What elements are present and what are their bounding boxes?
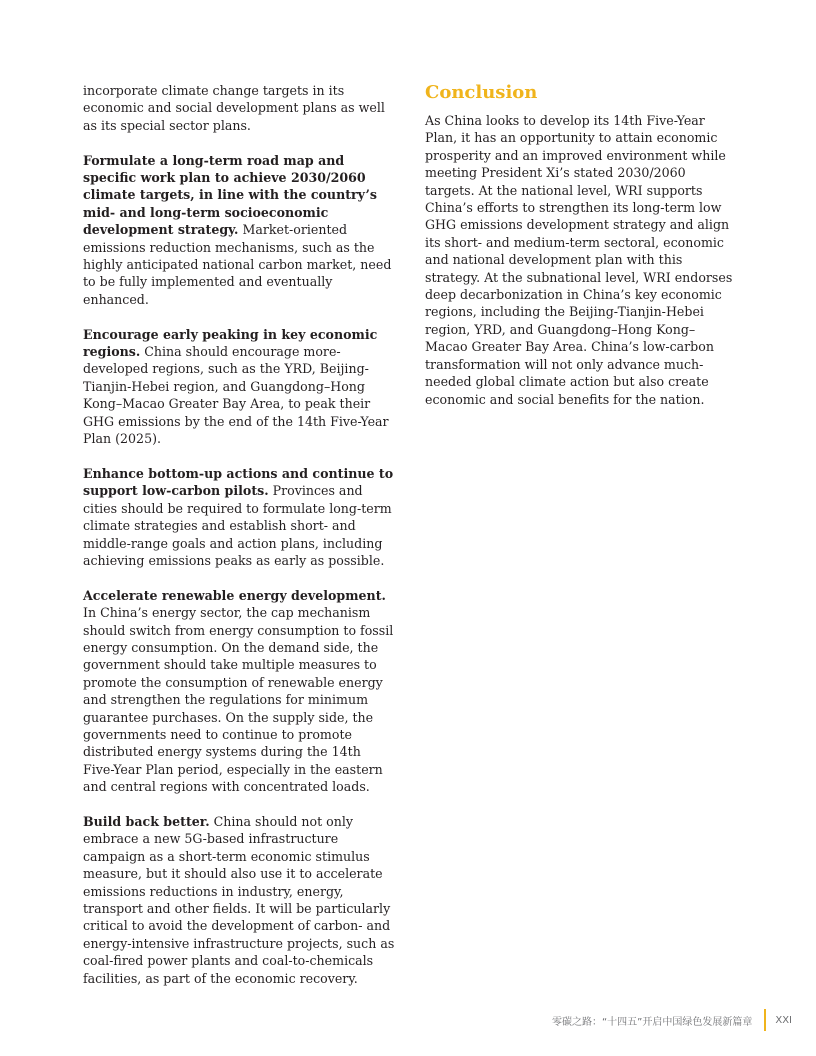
left-column [83, 82, 395, 1004]
recommendation-heading: Formulate a long-term road map and specific work plan to achieve 2030/2060 climate targets, in line with the country’s mid- and long-term socioeconomic development strategy. [83, 152, 377, 238]
right-column [425, 82, 733, 425]
recommendation-bottom-up [83, 465, 395, 569]
footer-divider [764, 1009, 766, 1031]
footer-title: 零碳之路：“十四五”开启中国绿色发展新篇章 [551, 1016, 753, 1028]
recommendation-heading: Enhance bottom-up actions and continue to support low-carbon pilots. [83, 465, 394, 499]
page-number: XXI [775, 1014, 792, 1026]
recommendation-text: China should encourage more-developed regions, such as the YRD, Beijing-Tianjin-Hebei region, and Guangdong–Hong Kong–Macao Greater Bay Area, to peak their GHG emissions by the end of the 14th Five-Year Plan (2025). [83, 344, 389, 447]
conclusion-body: As China looks to develop its 14th Five-Year Plan, it has an opportunity to attain economic prosperity and an improved environment while meeting President Xi’s stated 2030/2060 targets. At the national level, WRI supports China’s efforts to strengthen its long-term low GHG emissions development strategy and align its short- and medium-term sectoral, economic and national development plan with this strategy. At the subnational level, WRI endorses deep decarbonization in China’s key economic regions, including the Beijing-Tianjin-Hebei region, YRD, and Guangdong–Hong Kong–Macao Greater Bay Area. China’s low-carbon transformation will not only advance much-needed global climate action but also create economic and social benefits for the nation. [425, 113, 733, 407]
recommendation-heading: Build back better. [83, 813, 210, 829]
recommendation-text: Market-oriented emissions reduction mechanisms, such as the highly anticipated national carbon market, need to be fully implemented and eventually enhanced. [83, 222, 392, 307]
recommendation-text: Provinces and cities should be required to formulate long-term climate strategies and establish short- and middle-range goals and action plans, including achieving emissions peaks as early as possible. [83, 483, 392, 568]
recommendation-text: In China’s energy sector, the cap mechanism should switch from energy consumption to fossil energy consumption. On the demand side, the government should take multiple measures to promote the consumption of renewable energy and strengthen the regulations for minimum guarantee purchases. On the supply side, the governments need to continue to promote distributed energy systems during the 14th Five-Year Plan period, especially in the eastern and central regions with concentrated loads. [83, 605, 394, 795]
recommendation-text: China should not only embrace a new 5G-based infrastructure campaign as a short-term economic stimulus measure, but it should also use it to accelerate emissions reductions in industry, energy, transport and other fields. It will be particularly critical to avoid the development of carbon- and energy-intensive infrastructure projects, such as coal-fired power plants and coal-to-chemicals facilities, as part of the economic recovery. [83, 813, 395, 986]
page-footer [552, 1008, 792, 1032]
intro-paragraph: incorporate climate change targets in its economic and social development plans as well as its special sector plans. [83, 83, 385, 133]
recommendation-build-back [83, 813, 395, 987]
recommendation-renewable [83, 587, 395, 796]
recommendation-heading: Accelerate renewable energy development. [83, 587, 386, 603]
recommendation-early-peaking [83, 326, 395, 448]
conclusion-heading: Conclusion [425, 82, 538, 103]
recommendation-heading: Encourage early peaking in key economic regions. [83, 326, 378, 360]
recommendation-roadmap [83, 152, 395, 309]
